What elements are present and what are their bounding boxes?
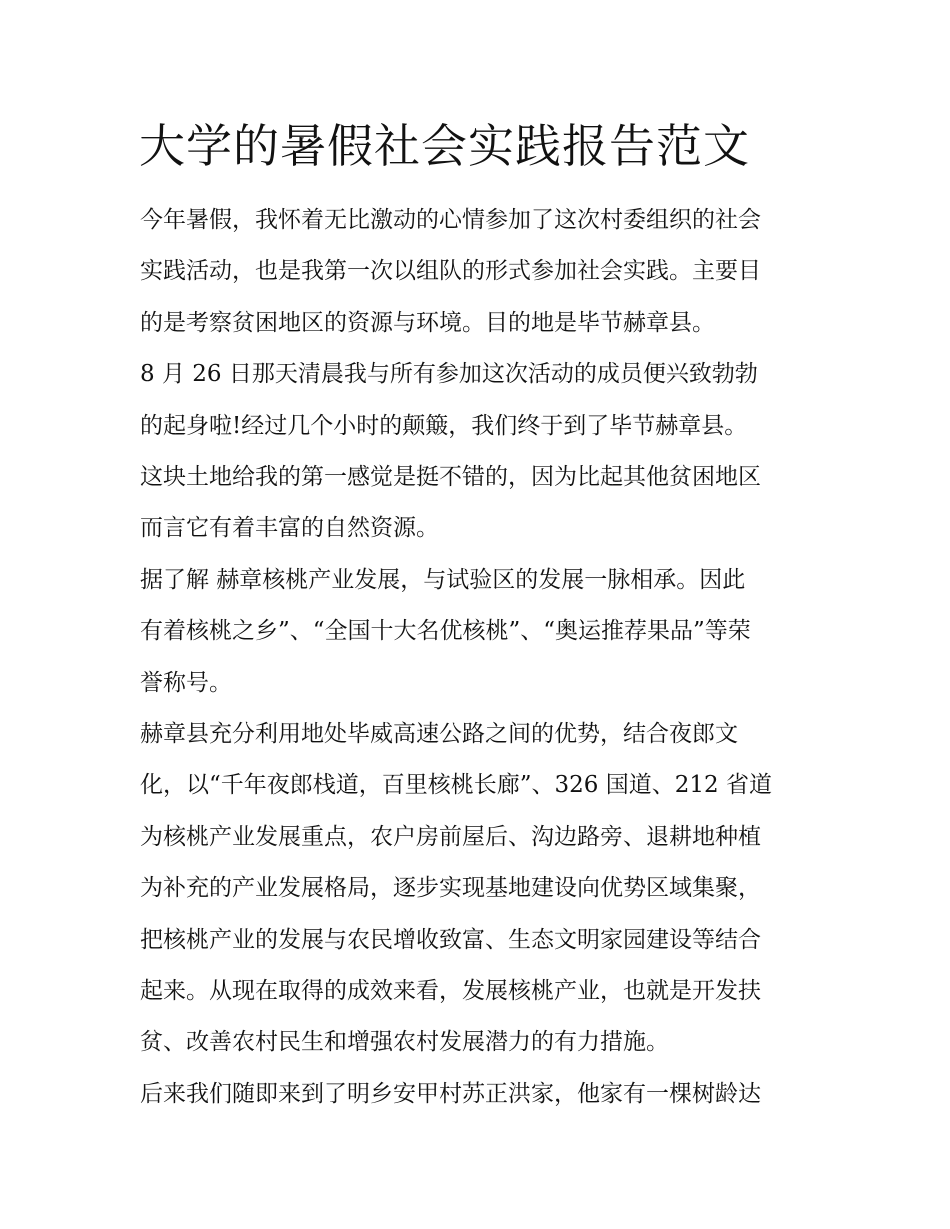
document-title: 大学的暑假社会实践报告范文	[139, 119, 750, 173]
text-line: 的起身啦!经过几个小时的颠簸，我们终于到了毕节赫章县。	[140, 413, 748, 439]
text-line: 这块土地给我的第一感觉是挺不错的，因为比起其他贫困地区	[140, 464, 761, 490]
text-line: 8 月 26 日那天清晨我与所有参加这次活动的成员便兴致勃勃	[140, 361, 758, 387]
text-line: 而言它有着丰富的自然资源。	[140, 515, 439, 541]
text-line: 起来。从现在取得的成效来看，发展核桃产业，也就是开发扶	[140, 978, 761, 1004]
text-line: 的是考察贫困地区的资源与环境。目的地是毕节赫章县。	[140, 310, 715, 336]
text-line: 为核桃产业发展重点，农户房前屋后、沟边路旁、退耕地种植	[140, 824, 761, 850]
text-line: 后来我们随即来到了明乡安甲村苏正洪家，他家有一棵树龄达	[140, 1081, 761, 1107]
text-line: 化，以“千年夜郎栈道，百里核桃长廊”、326 国道、212 省道	[140, 772, 772, 798]
text-line: 实践活动，也是我第一次以组队的形式参加社会实践。主要目	[140, 258, 761, 284]
text-line: 把核桃产业的发展与农民增收致富、生态文明家园建设等结合	[140, 927, 761, 953]
text-line: 有着核桃之乡”、“全国十大名优核桃”、“奥运推荐果品”等荣	[140, 618, 751, 644]
text-line: 今年暑假，我怀着无比激动的心情参加了这次村委组织的社会	[140, 207, 761, 233]
text-line: 誉称号。	[140, 670, 232, 696]
text-line: 贫、改善农村民生和增强农村发展潜力的有力措施。	[140, 1029, 669, 1055]
text-line: 赫章县充分利用地处毕威高速公路之间的优势，结合夜郎文	[140, 721, 738, 747]
text-line: 据了解 赫章核桃产业发展，与试验区的发展一脉相承。因此	[140, 567, 746, 593]
text-line: 为补充的产业发展格局，逐步实现基地建设向优势区域集聚，	[140, 875, 761, 901]
